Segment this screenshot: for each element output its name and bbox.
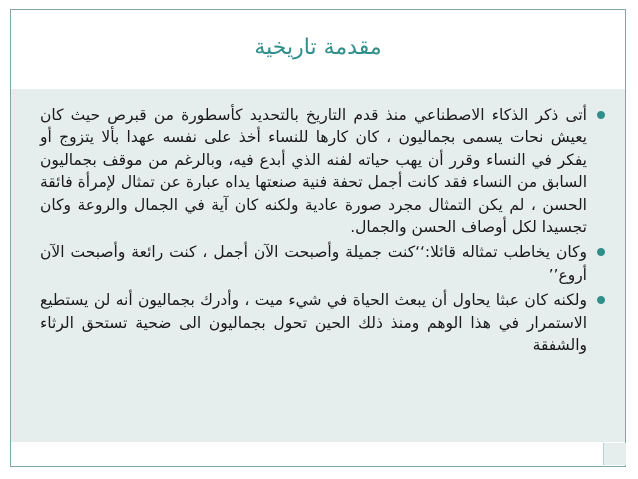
bullet-dot-icon <box>597 248 605 256</box>
bullet-item <box>40 104 605 238</box>
bullet-text: ولكنه كان عبثا يحاول أن يبعث الحياة في شيء ميت ، وأدرك بجماليون أنه لن يستطيع الاستمرار في هذا الوهم ومنذ ذلك الحين تحول بجماليون الى ضحية تستحق الرثاء والشفقة <box>40 291 587 355</box>
bullet-dot-icon <box>597 296 605 304</box>
bullet-text: أتى ذكر الذكاء الاصطناعي منذ قدم التاريخ بالتحديد كأسطورة من قبرص حيث كان يعيش نحات يسمى بجماليون ، كان كارها للنساء أخذ على نفسه عهدا بألا يتزوج أو يفكر في النساء وقرر أن يهب حياته لفنه الذي أبدع فيه، وبالرغم من موقف بجماليون السابق من النساء فقد كانت أجمل تحفة فنية صنعتها يداه عبارة عن تمثال لإمرأة فائقة الحسن ، لم يكن التمثال مجرد صورة عادية ولكنه كان آية في الجمال والروعة وكان تجسيدا لكل أوصاف الحسن والجمال. <box>40 106 587 237</box>
footer-bar <box>11 442 625 466</box>
bullet-list <box>40 104 605 359</box>
bullet-item <box>40 241 605 286</box>
bullet-dot-icon <box>597 111 605 119</box>
corner-square <box>603 443 626 465</box>
bullet-text: وكان يخاطب تمثاله قائلا:‘‘كنت جميلة وأصبحت الآن أجمل ، كنت رائعة وأصبحت الآن أروع’’ <box>40 243 587 284</box>
slide-title: مقدمة تاريخية <box>254 35 382 60</box>
bullet-item <box>40 289 605 356</box>
